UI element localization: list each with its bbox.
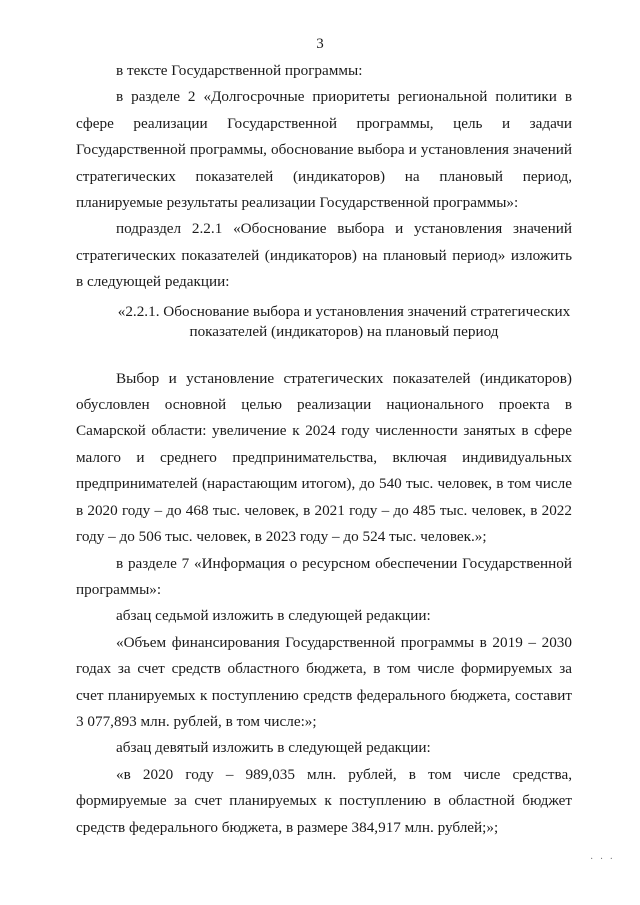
paragraph-abzac-7: абзац седьмой изложить в следующей редакции:	[116, 607, 431, 625]
subsection-heading	[76, 302, 572, 342]
paragraph-section-2: в разделе 2 «Долгосрочные приоритеты региональной политики в сфере реализации Государственной программы, цель и задачи Государственной программы, обоснование выбора и установления значений стратегических показателей (индикаторов) на плановый период, планируемые результаты реализации Государственной программы»:	[76, 88, 572, 212]
paragraph-abzac-9: абзац девятый изложить в следующей редакции:	[116, 739, 431, 757]
paragraph-2020: «в 2020 году – 989,035 млн. рублей, в том числе средства, формируемые за счет планируемых к поступлению в областной бюджет средств федерального бюджета, в размере 384,917 млн. рублей;»;	[76, 765, 572, 836]
page-number: 3	[316, 36, 324, 52]
paragraph-intro: в тексте Государственной программы:	[116, 62, 363, 79]
paragraph-indicators: Выбор и установление стратегических показателей (индикаторов) обусловлен основной целью реализации национального проекта в Самарской области: увеличение к 2024 году численности занятых в сфере малого и среднего предпринимательства, включая индивидуальных предпринимателей (нарастающим итогом), до 540 тыс. человек, в том числе в 2020 году – до 468 тыс. человек, в 2021 году – до 485 тыс. человек, в 2022 году – до 506 тыс. человек, в 2023 году – до 524 тыс. человек.»;	[76, 369, 572, 546]
paragraph-subsection: подраздел 2.2.1 «Обоснование выбора и установления значений стратегических показателей (индикаторов) на плановый период» изложить в следующей редакции:	[76, 220, 572, 291]
scan-marks: · · ·	[590, 854, 615, 865]
paragraph-section-7: в разделе 7 «Информация о ресурсном обеспечении Государственной программы»:	[76, 554, 572, 598]
heading-line-2: показателей (индикаторов) на плановый период	[189, 322, 499, 340]
paragraph-financing: «Объем финансирования Государственной программы в 2019 – 2030 годах за счет средств областного бюджета, в том числе формируемых за счет планируемых к поступлению средств федерального бюджета, составит 3 077,893 млн. рублей, в том числе:»;	[76, 633, 572, 730]
document-body	[76, 58, 572, 841]
heading-line-1: «2.2.1. Обоснование выбора и установления значений стратегических	[117, 302, 571, 320]
